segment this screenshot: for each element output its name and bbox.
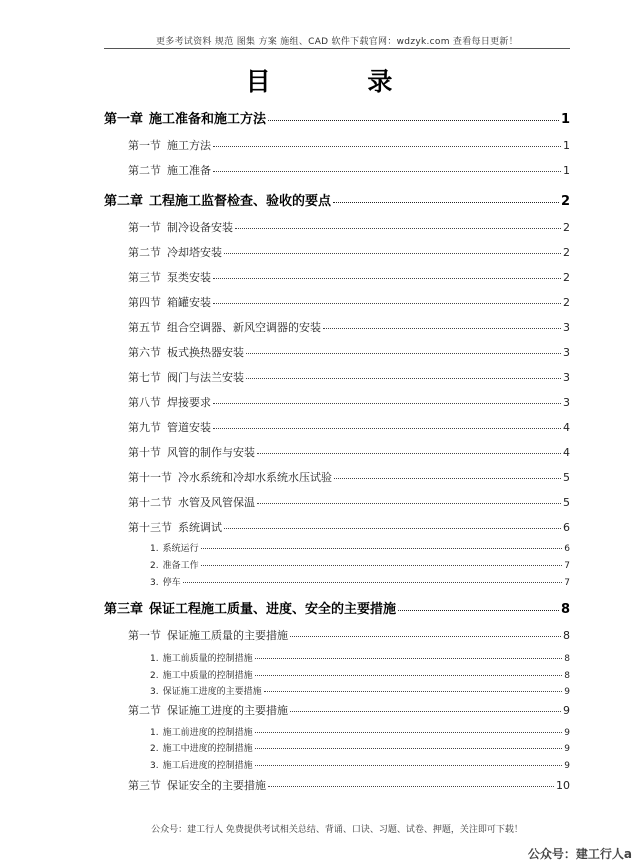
dot-leader [255, 675, 563, 676]
toc-number: 第二章 [104, 194, 144, 209]
toc-label [128, 137, 211, 153]
toc-chapter[interactable] [104, 598, 570, 617]
toc-number: 第一章 [104, 112, 144, 127]
toc-number: 2. [150, 561, 159, 571]
toc-text: 组合空调器、新风空调器的安装 [167, 321, 321, 334]
toc-label [128, 244, 222, 260]
toc-label [150, 684, 262, 697]
dot-leader [213, 428, 561, 429]
toc-text: 水管及风管保温 [178, 496, 255, 509]
toc-text: 施工后进度的控制措施 [162, 761, 253, 771]
toc-label [150, 651, 253, 664]
toc-number: 第十二节 [128, 496, 172, 509]
toc-page-number: 2 [563, 296, 570, 309]
dot-leader [201, 548, 563, 549]
dot-leader [235, 228, 561, 229]
toc-text: 施工准备 [167, 164, 211, 177]
toc-number: 第一节 [128, 139, 161, 152]
toc-section[interactable] [128, 627, 570, 643]
dot-leader [224, 253, 561, 254]
toc-text: 风管的制作与安装 [167, 446, 255, 459]
toc-number: 1. [150, 544, 159, 554]
toc-text: 保证施工质量的主要措施 [167, 629, 288, 642]
dot-leader [257, 503, 561, 504]
toc-text: 施工中进度的控制措施 [162, 744, 253, 754]
dot-leader [213, 303, 561, 304]
toc-subsection[interactable] [150, 575, 570, 588]
page-title: 目 录 [245, 67, 437, 96]
toc-number: 第三节 [128, 779, 161, 792]
toc-number: 3. [150, 687, 159, 697]
toc-text: 施工方法 [167, 139, 211, 152]
toc-text: 准备工作 [162, 561, 199, 571]
watermark: 公众号：建工行人a [527, 847, 632, 861]
page-header: 更多考试资料 规范 图集 方案 施组、CAD 软件下载官网：wdzyk.com 查看每日更新！ [155, 37, 519, 47]
toc-text: 保证施工进度的主要措施 [162, 687, 262, 697]
toc-label [128, 627, 288, 643]
toc-number: 第三章 [104, 602, 144, 617]
toc-section[interactable] [128, 494, 570, 510]
toc-number: 第三节 [128, 271, 161, 284]
toc-text: 制冷设备安装 [167, 221, 233, 234]
toc-section[interactable] [128, 444, 570, 460]
toc-text: 施工准备和施工方法 [149, 112, 267, 127]
dot-leader [323, 328, 561, 329]
toc-page-number: 1 [563, 164, 570, 177]
toc-subsection[interactable] [150, 684, 570, 697]
toc-label [128, 219, 233, 235]
toc-page-number: 5 [563, 496, 570, 509]
dot-leader [290, 711, 561, 712]
toc-page-number: 8 [564, 671, 570, 681]
toc-label [128, 444, 255, 460]
dot-leader [333, 202, 559, 203]
toc-section[interactable] [128, 419, 570, 435]
toc-page-number: 8 [563, 629, 570, 642]
toc-text: 施工前进度的控制措施 [162, 728, 253, 738]
toc-label [104, 108, 266, 127]
toc-subsection[interactable] [150, 651, 570, 664]
toc-text: 箱罐安装 [167, 296, 211, 309]
toc-number: 第四节 [128, 296, 161, 309]
toc-section[interactable] [128, 519, 570, 535]
toc-section[interactable] [128, 269, 570, 285]
toc-section[interactable] [128, 469, 570, 485]
toc-number: 1. [150, 728, 159, 738]
toc-page-number: 4 [563, 446, 570, 459]
toc-label [128, 419, 211, 435]
dot-leader [213, 146, 561, 147]
dot-leader [224, 528, 561, 529]
toc-section[interactable] [128, 137, 570, 153]
toc-page-number: 6 [564, 544, 570, 554]
toc-label [150, 668, 253, 681]
toc-number: 第十节 [128, 446, 161, 459]
toc-text: 施工前质量的控制措施 [162, 654, 253, 664]
toc-text: 焊接要求 [167, 396, 211, 409]
toc-number: 第二节 [128, 164, 161, 177]
toc-label [150, 758, 253, 771]
toc-text: 系统运行 [162, 544, 199, 554]
toc-page-number: 9 [564, 687, 570, 697]
toc-subsection[interactable] [150, 741, 570, 754]
toc-number: 第八节 [128, 396, 161, 409]
dot-leader [213, 171, 561, 172]
dot-leader [255, 732, 563, 733]
toc-text: 保证安全的主要措施 [167, 779, 266, 792]
toc-number: 第七节 [128, 371, 161, 384]
toc-page-number: 5 [563, 471, 570, 484]
toc-chapter[interactable] [104, 108, 570, 127]
toc-label [128, 777, 266, 793]
toc-section[interactable] [128, 344, 570, 360]
toc-section[interactable] [128, 219, 570, 235]
toc-number: 第二节 [128, 246, 161, 259]
toc-text: 管道安装 [167, 421, 211, 434]
toc-section[interactable] [128, 162, 570, 178]
dot-leader [255, 765, 563, 766]
toc-number: 3. [150, 578, 159, 588]
toc-text: 施工中质量的控制措施 [162, 671, 253, 681]
toc-number: 第二节 [128, 704, 161, 717]
toc-page-number: 9 [564, 761, 570, 771]
toc-label [150, 558, 199, 571]
toc-label [128, 344, 244, 360]
toc-number: 第一节 [128, 221, 161, 234]
toc-text: 板式换热器安装 [167, 346, 244, 359]
header-divider [104, 48, 570, 49]
toc-label [128, 369, 244, 385]
toc-text: 冷却塔安装 [167, 246, 222, 259]
toc-page-number: 3 [563, 396, 570, 409]
toc-number: 第五节 [128, 321, 161, 334]
dot-leader [213, 278, 561, 279]
toc-page-number: 2 [563, 246, 570, 259]
dot-leader [213, 403, 561, 404]
toc-number: 3. [150, 761, 159, 771]
dot-leader [183, 582, 563, 583]
toc-section[interactable] [128, 777, 570, 793]
toc-label [128, 702, 288, 718]
toc-number: 第九节 [128, 421, 161, 434]
page-footer: 公众号：建工行人 免费提供考试相关总结、背诵、口诀、习题、试卷、押题，关注即可下载！ [151, 825, 523, 835]
toc-section[interactable] [128, 702, 570, 718]
toc-text: 保证施工进度的主要措施 [167, 704, 288, 717]
dot-leader [268, 786, 554, 787]
toc-number: 第六节 [128, 346, 161, 359]
toc-page-number: 7 [564, 578, 570, 588]
dot-leader [246, 353, 561, 354]
toc-page-number: 2 [563, 271, 570, 284]
toc-number: 2. [150, 744, 159, 754]
toc-subsection[interactable] [150, 558, 570, 571]
toc-page-number: 3 [563, 346, 570, 359]
toc-chapter[interactable] [104, 190, 570, 209]
toc-number: 第一节 [128, 629, 161, 642]
toc-subsection[interactable] [150, 668, 570, 681]
toc-page-number: 9 [563, 704, 570, 717]
toc-page-number: 9 [564, 728, 570, 738]
toc-section[interactable] [128, 394, 570, 410]
dot-leader [257, 453, 561, 454]
toc-section[interactable] [128, 294, 570, 310]
toc-number: 第十一节 [128, 471, 172, 484]
toc-text: 停车 [162, 578, 181, 588]
toc-page-number: 3 [563, 321, 570, 334]
toc-page-number: 9 [564, 744, 570, 754]
toc-label [128, 162, 211, 178]
toc-number: 2. [150, 671, 159, 681]
toc-label [128, 294, 211, 310]
toc-label [128, 494, 255, 510]
toc-label [128, 469, 332, 485]
toc-section[interactable] [128, 319, 570, 335]
toc-page-number: 1 [560, 112, 570, 127]
dot-leader [255, 658, 563, 659]
toc-text: 泵类安装 [167, 271, 211, 284]
toc-page-number: 8 [560, 602, 570, 617]
toc-page-number: 1 [563, 139, 570, 152]
toc-label [150, 575, 181, 588]
toc-subsection[interactable] [150, 725, 570, 738]
toc-label [104, 190, 331, 209]
dot-leader [255, 748, 563, 749]
toc-label [128, 319, 321, 335]
toc-section[interactable] [128, 369, 570, 385]
toc-text: 阀门与法兰安装 [167, 371, 244, 384]
toc-label [128, 269, 211, 285]
dot-leader [268, 120, 559, 121]
toc-label [128, 394, 211, 410]
toc-page-number: 4 [563, 421, 570, 434]
toc-label [150, 725, 253, 738]
toc-number: 1. [150, 654, 159, 664]
toc-label [104, 598, 396, 617]
toc-text: 工程施工监督检查、验收的要点 [149, 194, 332, 209]
dot-leader [334, 478, 561, 479]
toc-page-number: 10 [556, 779, 570, 792]
dot-leader [246, 378, 561, 379]
toc-page-number: 2 [563, 221, 570, 234]
toc-page-number: 7 [564, 561, 570, 571]
dot-leader [290, 636, 561, 637]
toc-page-number: 3 [563, 371, 570, 384]
dot-leader [201, 565, 563, 566]
toc-number: 第十三节 [128, 521, 172, 534]
toc-page-number: 2 [560, 194, 570, 209]
toc-subsection[interactable] [150, 758, 570, 771]
toc-page-number: 6 [563, 521, 570, 534]
toc-label [128, 519, 222, 535]
dot-leader [264, 691, 563, 692]
toc-label [150, 541, 199, 554]
toc-page-number: 8 [564, 654, 570, 664]
dot-leader [398, 610, 559, 611]
toc-text: 保证工程施工质量、进度、安全的主要措施 [149, 602, 397, 617]
toc-text: 冷水系统和冷却水系统水压试验 [178, 471, 332, 484]
toc-label [150, 741, 253, 754]
toc-subsection[interactable] [150, 541, 570, 554]
toc-text: 系统调试 [178, 521, 222, 534]
toc-section[interactable] [128, 244, 570, 260]
